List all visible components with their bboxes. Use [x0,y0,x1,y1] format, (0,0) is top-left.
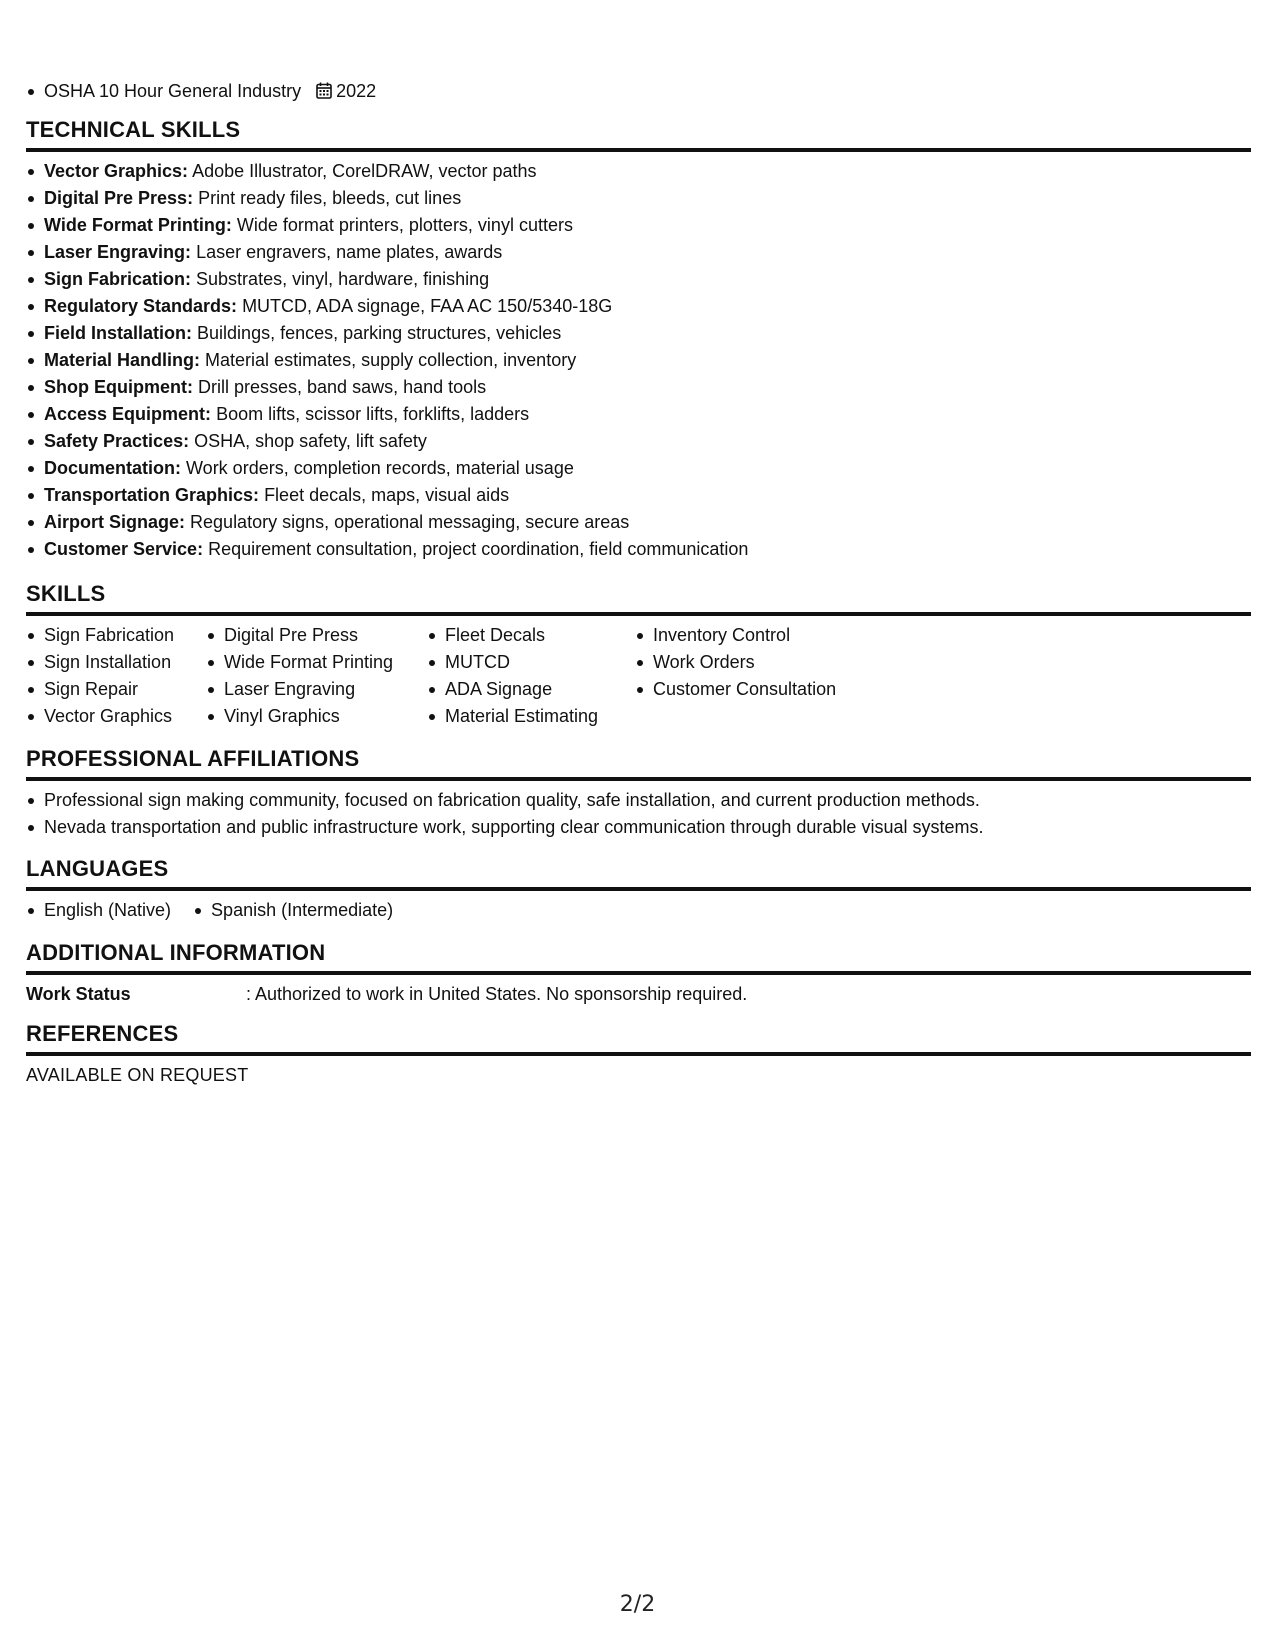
skills-column [427,622,635,730]
skills-grid [26,616,1251,730]
skills-section [26,580,1251,730]
work-status-label: Work Status [26,984,131,1004]
skill-label: Airport Signage: [44,512,186,532]
skill-label: Laser Engraving: [44,242,192,262]
certification-year: 2022 [336,81,377,101]
skill-label: Digital Pre Press: [44,188,194,208]
certification-name: OSHA 10 Hour General Industry [44,81,302,101]
skill-text: Laser engravers, name plates, awards [196,242,503,262]
skill-text: Material estimates, supply collection, inventory [205,350,577,370]
languages-list [26,897,415,924]
skills-column [26,622,206,730]
skill-item: Fleet Decals [427,622,635,649]
skill-text: Work orders, completion records, material usage [186,458,574,478]
skill-label: Customer Service: [44,539,204,559]
skill-label: Access Equipment: [44,404,212,424]
skill-label: Vector Graphics: [44,161,189,181]
list-item [26,482,1251,509]
skill-label: Shop Equipment: [44,377,193,397]
skill-label: Regulatory Standards: [44,296,238,316]
skill-text: Drill presses, band saws, hand tools [198,377,487,397]
skill-item: MUTCD [427,649,635,676]
skill-text: Boom lifts, scissor lifts, forklifts, ladders [216,404,530,424]
section-title: PROFESSIONAL AFFILIATIONS [26,745,1251,781]
list-item [26,374,1251,401]
list-item [26,266,1251,293]
list-item [26,455,1251,482]
skill-text: Fleet decals, maps, visual aids [264,485,510,505]
skill-label: Safety Practices: [44,431,190,451]
skill-item: Work Orders [635,649,855,676]
certification-list [26,78,376,107]
skills-column [206,622,427,730]
references-text: AVAILABLE ON REQUEST [26,1065,249,1085]
affiliations-section [26,745,1251,841]
list-item [26,212,1251,239]
list-item [26,509,1251,536]
language-item: English (Native) [26,897,171,924]
references-section [26,1020,1251,1089]
section-title: SKILLS [26,580,1251,616]
skill-label: Wide Format Printing: [44,215,232,235]
skill-text: Print ready files, bleeds, cut lines [198,188,462,208]
list-item [26,293,1251,320]
section-title: TECHNICAL SKILLS [26,116,1251,152]
page-number: 2/2 [619,1592,656,1617]
list-item [26,320,1251,347]
skill-item: Wide Format Printing [206,649,427,676]
section-title: LANGUAGES [26,855,1251,891]
skill-item: Material Estimating [427,703,635,730]
languages-section [26,855,1251,924]
skill-item: Sign Repair [26,676,206,703]
technical-skills-section [26,116,1251,563]
work-status-value: : Authorized to work in United States. No sponsorship required. [246,984,748,1004]
list-item [26,158,1251,185]
skill-text: Regulatory signs, operational messaging, secure areas [190,512,630,532]
section-title: REFERENCES [26,1020,1251,1056]
skill-label: Transportation Graphics: [44,485,260,505]
skill-item: Laser Engraving [206,676,427,703]
skill-text: Requirement consultation, project coordination, field communication [208,539,749,559]
skill-text: OSHA, shop safety, lift safety [194,431,427,451]
skills-column [635,622,855,730]
list-item [26,347,1251,374]
skill-item: ADA Signage [427,676,635,703]
skill-item: Vector Graphics [26,703,206,730]
language-item: Spanish (Intermediate) [193,897,393,924]
affiliations-list [26,787,1251,841]
list-item [26,185,1251,212]
skill-item: Digital Pre Press [206,622,427,649]
certification-item [26,78,376,107]
section-title: ADDITIONAL INFORMATION [26,939,1251,975]
skill-label: Material Handling: [44,350,201,370]
skill-item: Vinyl Graphics [206,703,427,730]
skill-text: Adobe Illustrator, CorelDRAW, vector paths [192,161,537,181]
list-item: Nevada transportation and public infrastructure work, supporting clear communication through durable visual systems. [26,814,1251,841]
skill-text: Wide format printers, plotters, vinyl cutters [236,215,573,235]
skill-item: Inventory Control [635,622,855,649]
list-item: Professional sign making community, focused on fabrication quality, safe installation, and current production methods. [26,787,1251,814]
skill-label: Field Installation: [44,323,193,343]
list-item [26,536,1251,563]
skill-text: Substrates, vinyl, hardware, finishing [196,269,490,289]
skill-item: Sign Installation [26,649,206,676]
skill-item: Sign Fabrication [26,622,206,649]
additional-info-section [26,939,1251,1008]
skill-text: MUTCD, ADA signage, FAA AC 150/5340-18G [242,296,613,316]
list-item [26,401,1251,428]
work-status-row [26,975,1251,1008]
skill-label: Sign Fabrication: [44,269,192,289]
calendar-icon [316,80,332,107]
list-item [26,428,1251,455]
skill-text: Buildings, fences, parking structures, vehicles [197,323,562,343]
skill-item: Customer Consultation [635,676,855,703]
skill-label: Documentation: [44,458,181,478]
technical-skills-list [26,158,1251,563]
list-item [26,239,1251,266]
